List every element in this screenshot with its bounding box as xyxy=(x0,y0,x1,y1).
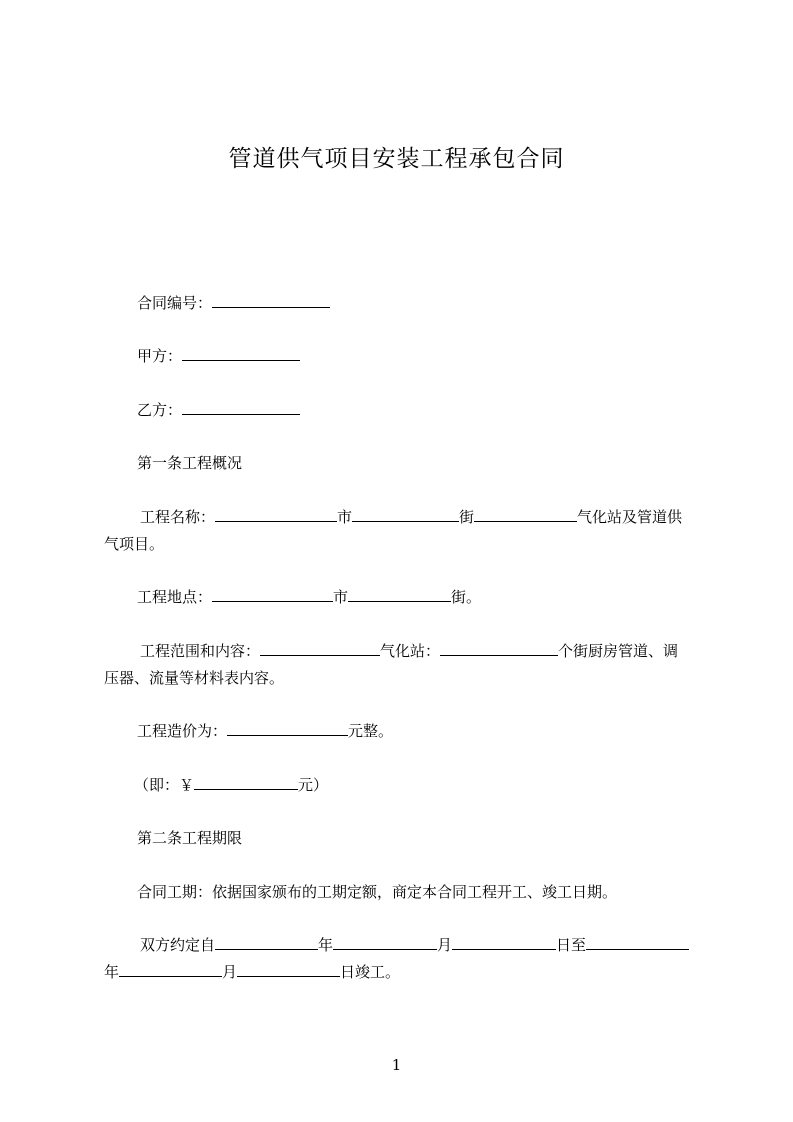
scope-label: 工程范围和内容： xyxy=(140,642,261,660)
location-blank-2 xyxy=(348,587,451,602)
contract-period-line: 合同工期：依据国家颁布的工期定额，商定本合同工程开工、竣工日期。 xyxy=(137,883,618,901)
cost-paren-close: 元） xyxy=(298,776,329,794)
location-street-end: 街。 xyxy=(451,588,482,606)
project-name-line xyxy=(140,506,740,527)
party-a-line xyxy=(137,345,737,366)
start-month-blank xyxy=(333,935,437,950)
party-b-label: 乙方： xyxy=(137,401,183,419)
party-a-label: 甲方： xyxy=(137,347,183,365)
party-a-blank xyxy=(182,346,300,361)
end-month-blank xyxy=(119,962,222,977)
completion-label: 日竣工。 xyxy=(340,963,401,981)
scope-station-label: 气化站： xyxy=(380,642,441,660)
scope-blank-1 xyxy=(260,641,380,656)
contract-number-blank xyxy=(212,293,330,308)
scope-line xyxy=(140,640,740,661)
document-title: 管道供气项目安装工程承包合同 xyxy=(228,146,565,172)
day-to-label: 日至 xyxy=(556,936,587,954)
cost-figure-blank xyxy=(194,775,298,790)
project-street-label: 街 xyxy=(459,508,475,526)
cost-line xyxy=(137,720,737,741)
project-name-suffix: 气化站及管道供 xyxy=(577,508,683,526)
start-year-blank xyxy=(215,935,318,950)
article-2-heading: 第二条工程期限 xyxy=(137,829,243,847)
contract-number-label: 合同编号： xyxy=(137,294,213,312)
project-name-continuation: 气项目。 xyxy=(104,535,165,553)
contract-number-line xyxy=(137,292,737,313)
scope-suffix: 个街厨房管道、调 xyxy=(558,642,679,660)
start-year-label: 年 xyxy=(318,936,334,954)
agreed-dates-line xyxy=(140,934,740,955)
scope-blank-2 xyxy=(440,641,558,656)
end-year-blank xyxy=(586,935,689,950)
end-day-blank xyxy=(237,962,340,977)
start-month-label: 月 xyxy=(437,936,453,954)
end-year-label: 年 xyxy=(104,963,120,981)
start-day-blank xyxy=(452,935,556,950)
project-name-blank-2 xyxy=(352,507,459,522)
agreed-from-label: 双方约定自 xyxy=(140,936,216,954)
scope-continuation: 压器、流量等材料表内容。 xyxy=(104,669,285,687)
project-city-label: 市 xyxy=(337,508,353,526)
party-b-line xyxy=(137,399,737,420)
cost-label: 工程造价为： xyxy=(137,722,228,740)
article-1-heading: 第一条工程概况 xyxy=(137,454,243,472)
location-city-label: 市 xyxy=(333,588,349,606)
project-name-blank-1 xyxy=(215,507,337,522)
party-b-blank xyxy=(182,400,300,415)
page-number: 1 xyxy=(391,1056,402,1074)
cost-figure-line xyxy=(134,774,734,795)
completion-date-line xyxy=(104,961,704,982)
location-label: 工程地点： xyxy=(137,588,213,606)
project-name-blank-3 xyxy=(474,507,577,522)
cost-suffix: 元整。 xyxy=(348,722,394,740)
project-name-label: 工程名称： xyxy=(140,508,216,526)
location-blank-1 xyxy=(212,587,333,602)
cost-blank xyxy=(227,721,348,736)
cost-paren-open: （即：￥ xyxy=(134,776,195,794)
project-location-line xyxy=(137,586,737,607)
end-month-label: 月 xyxy=(222,963,238,981)
